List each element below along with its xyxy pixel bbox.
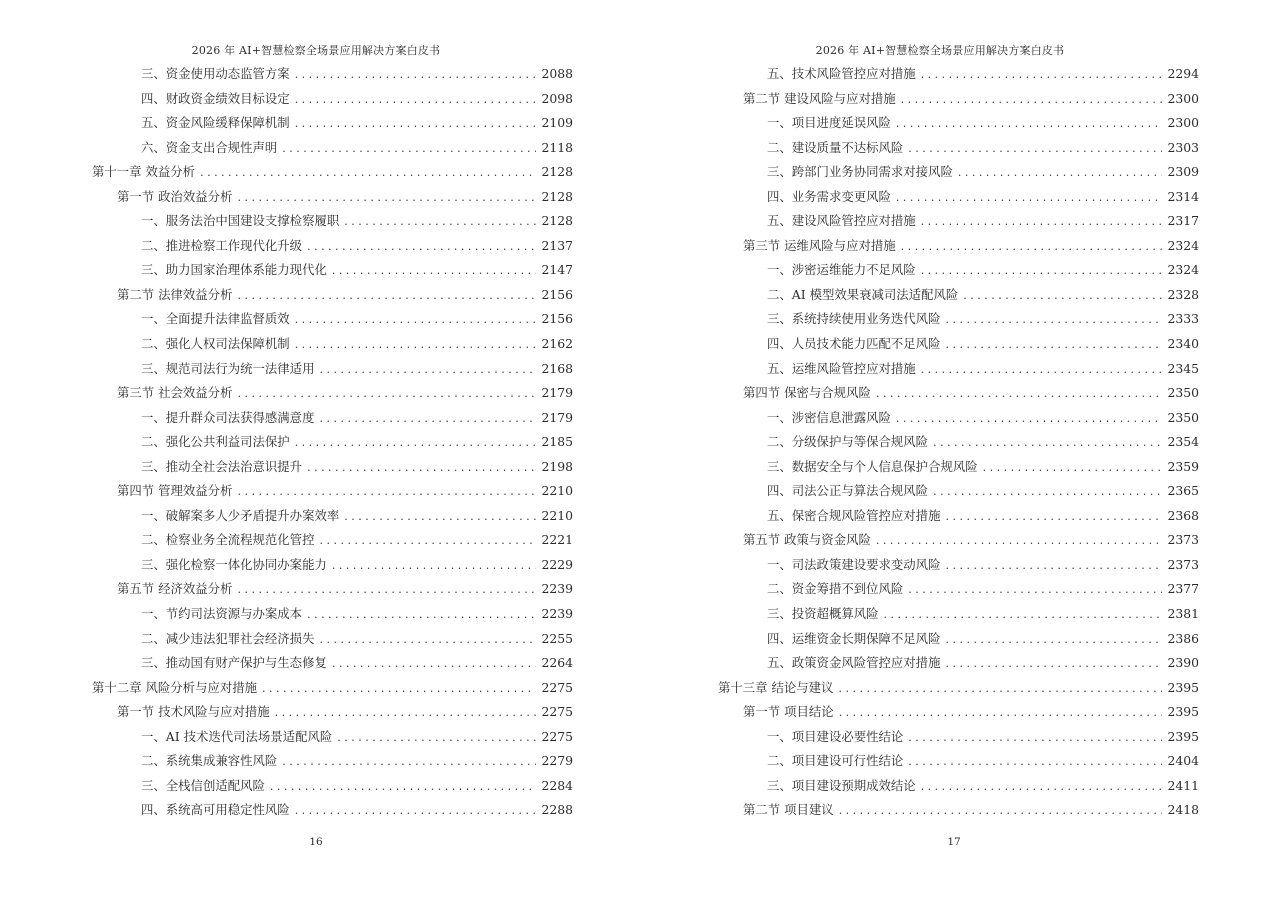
toc-entry-page: 2368 <box>1167 507 1199 523</box>
toc-subsection-entry[interactable] <box>718 651 1199 676</box>
toc-leader-dots <box>337 726 536 751</box>
toc-leader-dots <box>307 603 536 628</box>
toc-subsection-entry[interactable] <box>92 528 573 553</box>
toc-leader-dots <box>908 137 1162 162</box>
toc-leader-dots <box>237 186 536 211</box>
toc-leader-dots <box>983 456 1163 481</box>
toc-section-entry[interactable] <box>92 700 573 725</box>
toc-subsection-entry[interactable] <box>92 455 573 480</box>
toc-entry-page: 2156 <box>541 286 573 302</box>
toc-subsection-entry[interactable] <box>92 332 573 357</box>
toc-section-entry[interactable] <box>718 87 1199 112</box>
toc-subsection-entry[interactable] <box>92 209 573 234</box>
toc-leader-dots <box>921 358 1163 383</box>
toc-entry-page: 2333 <box>1167 311 1199 327</box>
toc-subsection-entry[interactable] <box>92 357 573 382</box>
toc-leader-dots <box>332 652 537 677</box>
toc-entry-title: 第十一章 效益分析 <box>92 164 196 180</box>
toc-leader-dots <box>839 799 1163 824</box>
toc-section-entry[interactable] <box>718 234 1199 259</box>
toc-subsection-entry[interactable] <box>92 307 573 332</box>
toc-entry-page: 2317 <box>1167 213 1199 229</box>
toc-section-entry[interactable] <box>718 700 1199 725</box>
toc-subsection-entry[interactable] <box>92 602 573 627</box>
toc-subsection-entry[interactable] <box>718 209 1199 234</box>
toc-leader-dots <box>896 407 1163 432</box>
toc-entry-page: 2162 <box>541 336 573 352</box>
toc-subsection-entry[interactable] <box>718 479 1199 504</box>
toc-entry-title: 四、司法公正与算法合规风险 <box>767 483 929 499</box>
toc-entry-page: 2279 <box>541 753 573 769</box>
toc-subsection-entry[interactable] <box>718 160 1199 185</box>
toc-leader-dots <box>884 603 1163 628</box>
toc-entry-title: 二、项目建设可行性结论 <box>767 753 904 769</box>
toc-subsection-entry[interactable] <box>92 430 573 455</box>
toc-list <box>92 62 573 823</box>
toc-subsection-entry[interactable] <box>92 774 573 799</box>
toc-section-entry[interactable] <box>92 577 573 602</box>
toc-subsection-entry[interactable] <box>718 455 1199 480</box>
toc-entry-page: 2381 <box>1167 606 1199 622</box>
toc-entry-title: 五、保密合规风险管控应对措施 <box>767 507 941 523</box>
toc-entry-title: 第十二章 风险分析与应对措施 <box>92 679 258 695</box>
toc-leader-dots <box>945 308 1162 333</box>
toc-chapter-entry[interactable] <box>718 676 1199 701</box>
toc-entry-page: 2373 <box>1167 532 1199 548</box>
toc-leader-dots <box>945 652 1162 677</box>
toc-leader-dots <box>963 284 1162 309</box>
toc-subsection-entry[interactable] <box>92 553 573 578</box>
toc-entry-page: 2324 <box>1167 237 1199 253</box>
toc-leader-dots <box>921 775 1163 800</box>
toc-subsection-entry[interactable] <box>718 553 1199 578</box>
toc-leader-dots <box>295 431 537 456</box>
toc-section-entry[interactable] <box>92 381 573 406</box>
toc-entry-page: 2147 <box>541 262 573 278</box>
toc-section-entry[interactable] <box>92 185 573 210</box>
toc-leader-dots <box>282 137 536 162</box>
toc-entry-title: 三、系统持续使用业务迭代风险 <box>767 311 941 327</box>
toc-section-entry[interactable] <box>718 528 1199 553</box>
toc-entry-title: 二、强化人权司法保障机制 <box>141 336 290 352</box>
toc-entry-page: 2255 <box>541 630 573 646</box>
page-right <box>632 0 1264 898</box>
toc-leader-dots <box>237 480 536 505</box>
toc-entry-page: 2288 <box>541 802 573 818</box>
toc-leader-dots <box>901 235 1163 260</box>
toc-entry-page: 2275 <box>541 704 573 720</box>
toc-entry-page: 2137 <box>541 237 573 253</box>
toc-entry-title: 第二节 建设风险与应对措施 <box>743 90 896 106</box>
toc-leader-dots <box>945 628 1162 653</box>
toc-subsection-entry[interactable] <box>718 430 1199 455</box>
toc-subsection-entry[interactable] <box>718 504 1199 529</box>
toc-entry-title: 第三节 运维风险与应对措施 <box>743 237 896 253</box>
toc-entry-title: 第二节 法律效益分析 <box>117 286 233 302</box>
toc-entry-title: 二、分级保护与等保合规风险 <box>767 434 929 450</box>
toc-leader-dots <box>896 112 1163 137</box>
toc-subsection-entry[interactable] <box>718 357 1199 382</box>
toc-entry-page: 2359 <box>1167 458 1199 474</box>
toc-subsection-entry[interactable] <box>718 406 1199 431</box>
toc-entry-page: 2128 <box>541 213 573 229</box>
toc-leader-dots <box>921 210 1163 235</box>
toc-leader-dots <box>958 161 1163 186</box>
toc-entry-title: 第四节 管理效益分析 <box>117 483 233 499</box>
toc-subsection-entry[interactable] <box>92 749 573 774</box>
toc-entry-title: 三、推动国有财产保护与生态修复 <box>141 655 327 671</box>
toc-entry-page: 2365 <box>1167 483 1199 499</box>
toc-leader-dots <box>908 726 1162 751</box>
toc-leader-dots <box>921 63 1163 88</box>
toc-entry-title: 第二节 项目建议 <box>743 802 834 818</box>
toc-leader-dots <box>295 308 537 333</box>
toc-entry-title: 六、资金支出合规性声明 <box>141 139 278 155</box>
toc-entry-title: 第一节 技术风险与应对措施 <box>117 704 270 720</box>
toc-subsection-entry[interactable] <box>718 725 1199 750</box>
toc-subsection-entry[interactable] <box>718 136 1199 161</box>
toc-entry-page: 2098 <box>541 90 573 106</box>
toc-entry-page: 2324 <box>1167 262 1199 278</box>
toc-entry-title: 一、司法政策建设要求变动风险 <box>767 556 941 572</box>
page-number: 17 <box>947 836 961 848</box>
toc-entry-title: 第四节 保密与合规风险 <box>743 385 871 401</box>
toc-entry-title: 第一节 政治效益分析 <box>117 188 233 204</box>
toc-subsection-entry[interactable] <box>92 725 573 750</box>
toc-subsection-entry[interactable] <box>92 651 573 676</box>
toc-entry-page: 2198 <box>541 458 573 474</box>
toc-entry-page: 2300 <box>1167 90 1199 106</box>
toc-entry-title: 二、系统集成兼容性风险 <box>141 753 278 769</box>
toc-entry-page: 2411 <box>1167 777 1199 793</box>
toc-entry-page: 2294 <box>1167 66 1199 81</box>
toc-entry-page: 2373 <box>1167 556 1199 572</box>
toc-leader-dots <box>319 529 536 554</box>
toc-leader-dots <box>307 235 536 260</box>
toc-entry-title: 三、跨部门业务协同需求对接风险 <box>767 164 953 180</box>
toc-entry-title: 二、建设质量不达标风险 <box>767 139 904 155</box>
toc-leader-dots <box>945 333 1162 358</box>
toc-entry-title: 四、运维资金长期保障不足风险 <box>767 630 941 646</box>
toc-leader-dots <box>237 382 536 407</box>
page-left <box>0 0 632 898</box>
toc-leader-dots <box>200 161 536 186</box>
toc-chapter-entry[interactable] <box>92 676 573 701</box>
toc-section-entry[interactable] <box>718 798 1199 823</box>
page-number: 16 <box>309 836 323 848</box>
toc-subsection-entry[interactable] <box>718 111 1199 136</box>
toc-subsection-entry[interactable] <box>92 258 573 283</box>
toc-subsection-entry[interactable] <box>718 62 1199 87</box>
toc-subsection-entry[interactable] <box>718 258 1199 283</box>
toc-entry-page: 2309 <box>1167 164 1199 180</box>
toc-entry-page: 2221 <box>541 532 573 548</box>
toc-entry-title: 四、财政资金绩效目标设定 <box>141 90 290 106</box>
toc-leader-dots <box>295 333 537 358</box>
toc-entry-page: 2229 <box>541 556 573 572</box>
toc-list <box>718 62 1199 823</box>
toc-entry-page: 2128 <box>541 164 573 180</box>
toc-entry-page: 2179 <box>541 409 573 425</box>
toc-subsection-entry[interactable] <box>718 774 1199 799</box>
toc-entry-title: 二、资金筹措不到位风险 <box>767 581 904 597</box>
toc-entry-title: 一、破解案多人少矛盾提升办案效率 <box>141 507 340 523</box>
toc-leader-dots <box>908 578 1162 603</box>
toc-entry-title: 五、政策资金风险管控应对措施 <box>767 655 941 671</box>
toc-entry-page: 2345 <box>1167 360 1199 376</box>
toc-entry-title: 一、全面提升法律监督质效 <box>141 311 290 327</box>
toc-entry-page: 2328 <box>1167 286 1199 302</box>
toc-entry-title: 第三节 社会效益分析 <box>117 385 233 401</box>
toc-entry-title: 二、强化公共利益司法保护 <box>141 434 290 450</box>
toc-entry-title: 三、投资超概算风险 <box>767 606 879 622</box>
toc-subsection-entry[interactable] <box>718 627 1199 652</box>
toc-subsection-entry[interactable] <box>92 406 573 431</box>
toc-entry-title: 一、项目进度延误风险 <box>767 115 891 131</box>
toc-entry-page: 2354 <box>1167 434 1199 450</box>
toc-entry-page: 2109 <box>541 115 573 131</box>
toc-entry-title: 二、推进检察工作现代化升级 <box>141 237 303 253</box>
toc-leader-dots <box>344 210 536 235</box>
toc-entry-title: 五、技术风险管控应对措施 <box>767 66 916 81</box>
toc-leader-dots <box>933 480 1162 505</box>
toc-subsection-entry[interactable] <box>718 602 1199 627</box>
toc-entry-page: 2404 <box>1167 753 1199 769</box>
toc-entry-title: 一、涉密运维能力不足风险 <box>767 262 916 278</box>
toc-entry-title: 一、AI 技术迭代司法场景适配风险 <box>141 728 333 744</box>
toc-entry-page: 2168 <box>541 360 573 376</box>
toc-entry-page: 2128 <box>541 188 573 204</box>
toc-entry-title: 三、全栈信创适配风险 <box>141 777 265 793</box>
toc-section-entry[interactable] <box>92 479 573 504</box>
toc-subsection-entry[interactable] <box>718 332 1199 357</box>
running-header: 2026 年 AI+智慧检察全场景应用解决方案白皮书 <box>191 44 441 57</box>
toc-entry-page: 2185 <box>541 434 573 450</box>
toc-entry-page: 2179 <box>541 385 573 401</box>
toc-entry-title: 一、项目建设必要性结论 <box>767 728 904 744</box>
toc-leader-dots <box>319 407 536 432</box>
toc-entry-title: 第五节 政策与资金风险 <box>743 532 871 548</box>
toc-entry-title: 一、提升群众司法获得感满意度 <box>141 409 315 425</box>
toc-leader-dots <box>275 701 537 726</box>
toc-entry-page: 2303 <box>1167 139 1199 155</box>
toc-entry-page: 2264 <box>541 655 573 671</box>
toc-leader-dots <box>295 63 537 88</box>
toc-entry-page: 2350 <box>1167 409 1199 425</box>
toc-leader-dots <box>262 677 536 702</box>
toc-entry-page: 2386 <box>1167 630 1199 646</box>
toc-subsection-entry[interactable] <box>92 62 573 87</box>
toc-entry-page: 2275 <box>541 679 573 695</box>
toc-leader-dots <box>921 259 1163 284</box>
toc-entry-title: 三、强化检察一体化协同办案能力 <box>141 556 327 572</box>
toc-leader-dots <box>295 112 537 137</box>
toc-entry-title: 第五节 经济效益分析 <box>117 581 233 597</box>
toc-subsection-entry[interactable] <box>92 798 573 823</box>
toc-leader-dots <box>237 578 536 603</box>
toc-leader-dots <box>908 750 1162 775</box>
toc-entry-title: 五、资金风险缓释保障机制 <box>141 115 290 131</box>
toc-subsection-entry[interactable] <box>92 111 573 136</box>
toc-leader-dots <box>270 775 537 800</box>
toc-entry-title: 二、检察业务全流程规范化管控 <box>141 532 315 548</box>
toc-subsection-entry[interactable] <box>718 577 1199 602</box>
toc-leader-dots <box>295 88 537 113</box>
toc-leader-dots <box>933 431 1162 456</box>
toc-entry-title: 第十三章 结论与建议 <box>718 679 834 695</box>
toc-subsection-entry[interactable] <box>718 749 1199 774</box>
toc-entry-page: 2377 <box>1167 581 1199 597</box>
toc-subsection-entry[interactable] <box>92 504 573 529</box>
toc-section-entry[interactable] <box>92 283 573 308</box>
toc-subsection-entry[interactable] <box>92 627 573 652</box>
toc-entry-page: 2395 <box>1167 679 1199 695</box>
toc-entry-title: 三、推动全社会法治意识提升 <box>141 458 303 474</box>
toc-leader-dots <box>295 799 537 824</box>
toc-entry-page: 2239 <box>541 606 573 622</box>
toc-entry-page: 2340 <box>1167 336 1199 352</box>
toc-leader-dots <box>237 284 536 309</box>
toc-entry-title: 三、数据安全与个人信息保护合规风险 <box>767 458 978 474</box>
toc-entry-title: 四、系统高可用稳定性风险 <box>141 802 290 818</box>
running-header: 2026 年 AI+智慧检察全场景应用解决方案白皮书 <box>815 44 1065 57</box>
toc-leader-dots <box>332 554 537 579</box>
toc-leader-dots <box>319 358 536 383</box>
toc-leader-dots <box>876 529 1163 554</box>
toc-chapter-entry[interactable] <box>92 160 573 185</box>
toc-subsection-entry[interactable] <box>92 87 573 112</box>
toc-leader-dots <box>282 750 536 775</box>
toc-leader-dots <box>901 88 1163 113</box>
toc-subsection-entry[interactable] <box>718 283 1199 308</box>
toc-entry-page: 2390 <box>1167 655 1199 671</box>
toc-leader-dots <box>876 382 1163 407</box>
toc-entry-page: 2418 <box>1167 802 1199 818</box>
toc-entry-title: 三、项目建设预期成效结论 <box>767 777 916 793</box>
toc-entry-page: 2118 <box>541 139 573 155</box>
toc-entry-title: 一、涉密信息泄露风险 <box>767 409 891 425</box>
toc-entry-title: 一、节约司法资源与办案成本 <box>141 606 303 622</box>
toc-entry-page: 2275 <box>541 728 573 744</box>
toc-entry-page: 2156 <box>541 311 573 327</box>
toc-entry-title: 三、助力国家治理体系能力现代化 <box>141 262 327 278</box>
toc-leader-dots <box>945 554 1162 579</box>
toc-entry-page: 2350 <box>1167 385 1199 401</box>
toc-entry-page: 2395 <box>1167 704 1199 720</box>
toc-entry-title: 五、建设风险管控应对措施 <box>767 213 916 229</box>
toc-entry-title: 二、AI 模型效果衰减司法适配风险 <box>767 286 959 302</box>
toc-leader-dots <box>838 677 1162 702</box>
toc-entry-title: 四、人员技术能力匹配不足风险 <box>767 336 941 352</box>
toc-entry-title: 一、服务法治中国建设支撑检察履职 <box>141 213 340 229</box>
toc-entry-page: 2314 <box>1167 188 1199 204</box>
toc-entry-page: 2210 <box>541 483 573 499</box>
toc-entry-title: 第一节 项目结论 <box>743 704 834 720</box>
toc-entry-page: 2210 <box>541 507 573 523</box>
toc-section-entry[interactable] <box>718 381 1199 406</box>
toc-entry-title: 三、资金使用动态监管方案 <box>141 66 290 81</box>
toc-leader-dots <box>945 505 1162 530</box>
toc-leader-dots <box>839 701 1163 726</box>
toc-leader-dots <box>319 628 536 653</box>
toc-subsection-entry[interactable] <box>718 185 1199 210</box>
toc-entry-page: 2395 <box>1167 728 1199 744</box>
toc-entry-title: 五、运维风险管控应对措施 <box>767 360 916 376</box>
toc-entry-page: 2239 <box>541 581 573 597</box>
toc-leader-dots <box>344 505 536 530</box>
toc-leader-dots <box>307 456 536 481</box>
toc-entry-title: 二、减少违法犯罪社会经济损失 <box>141 630 315 646</box>
toc-leader-dots <box>896 186 1163 211</box>
toc-entry-page: 2088 <box>541 66 573 81</box>
toc-entry-title: 三、规范司法行为统一法律适用 <box>141 360 315 376</box>
toc-leader-dots <box>332 259 537 284</box>
toc-entry-page: 2300 <box>1167 115 1199 131</box>
toc-subsection-entry[interactable] <box>92 136 573 161</box>
toc-entry-title: 四、业务需求变更风险 <box>767 188 891 204</box>
toc-entry-page: 2284 <box>541 777 573 793</box>
toc-subsection-entry[interactable] <box>718 307 1199 332</box>
toc-subsection-entry[interactable] <box>92 234 573 259</box>
